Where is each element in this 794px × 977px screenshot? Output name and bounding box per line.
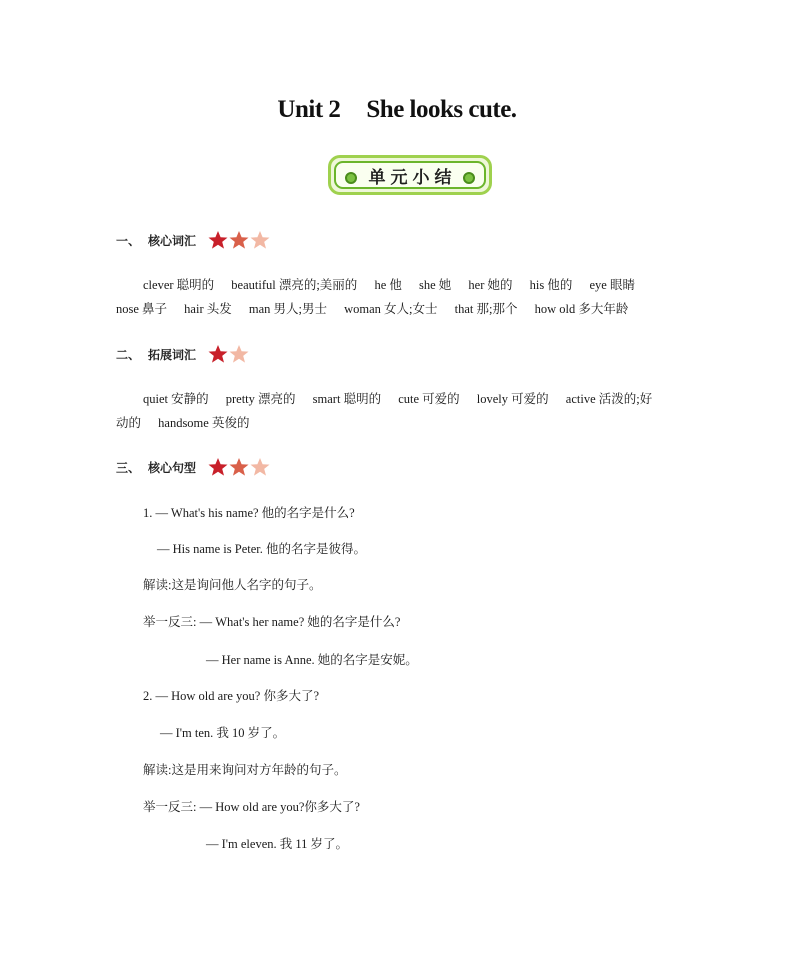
star-icon xyxy=(229,345,249,363)
star-icon xyxy=(208,458,228,476)
star-icon xyxy=(250,231,270,249)
sentence-1-note: 解读:这是询问他人名字的句子。 xyxy=(143,578,322,592)
section-label: 核心句型 xyxy=(148,460,197,475)
sentence-2-example-answer: — I'm eleven. 我 11 岁了。 xyxy=(206,837,349,851)
sentence-1-example-answer: — Her name is Anne. 她的名字是安妮。 xyxy=(206,653,418,667)
sentence-2-example-question: 举一反三: — How old are you?你多大了? xyxy=(143,800,360,814)
core-vocab-line-1: clever 聪明的 beautiful 漂亮的;美丽的 he 他 she 她 her 她的 his 他的 eye 眼睛 xyxy=(143,278,635,292)
star-icon xyxy=(208,231,228,249)
page-title xyxy=(0,96,794,124)
star-rating xyxy=(208,458,270,476)
section-label: 拓展词汇 xyxy=(148,347,197,362)
green-dot-icon xyxy=(463,172,475,184)
section-heading-ext-vocab: 二、 拓展词汇 xyxy=(116,342,249,366)
star-rating xyxy=(208,345,249,363)
core-vocab-line-2: nose 鼻子 hair 头发 man 男人;男士 woman 女人;女士 that 那;那个 how old 多大年龄 xyxy=(116,302,629,316)
unit-summary-badge xyxy=(328,155,492,195)
section-label: 核心词汇 xyxy=(148,233,197,248)
green-dot-icon xyxy=(345,172,357,184)
ext-vocab-line-1: quiet 安静的 pretty 漂亮的 smart 聪明的 cute 可爱的 lovely 可爱的 active 活泼的;好 xyxy=(143,392,653,406)
sentence-1-question: 1. — What's his name? 他的名字是什么? xyxy=(143,506,355,520)
sentence-1-answer: — His name is Peter. 他的名字是彼得。 xyxy=(157,542,367,556)
ext-vocab-line-2: 动的 handsome 英俊的 xyxy=(116,416,250,430)
star-icon xyxy=(208,345,228,363)
star-icon xyxy=(229,458,249,476)
sentence-2-question: 2. — How old are you? 你多大了? xyxy=(143,689,320,703)
star-icon xyxy=(229,231,249,249)
star-icon xyxy=(250,458,270,476)
star-rating xyxy=(208,231,270,249)
section-heading-core-sentences: 三、 核心句型 xyxy=(116,455,270,479)
sentence-1-example-question: 举一反三: — What's her name? 她的名字是什么? xyxy=(143,615,401,629)
section-heading-core-vocab: 一、 核心词汇 xyxy=(116,228,270,252)
unit-label: Unit 2 xyxy=(277,96,341,123)
badge-label: 单元小结 xyxy=(368,167,457,188)
unit-title: She looks cute. xyxy=(366,96,517,123)
sentence-2-answer: — I'm ten. 我 10 岁了。 xyxy=(160,726,286,740)
sentence-2-note: 解读:这是用来询问对方年龄的句子。 xyxy=(143,763,347,777)
